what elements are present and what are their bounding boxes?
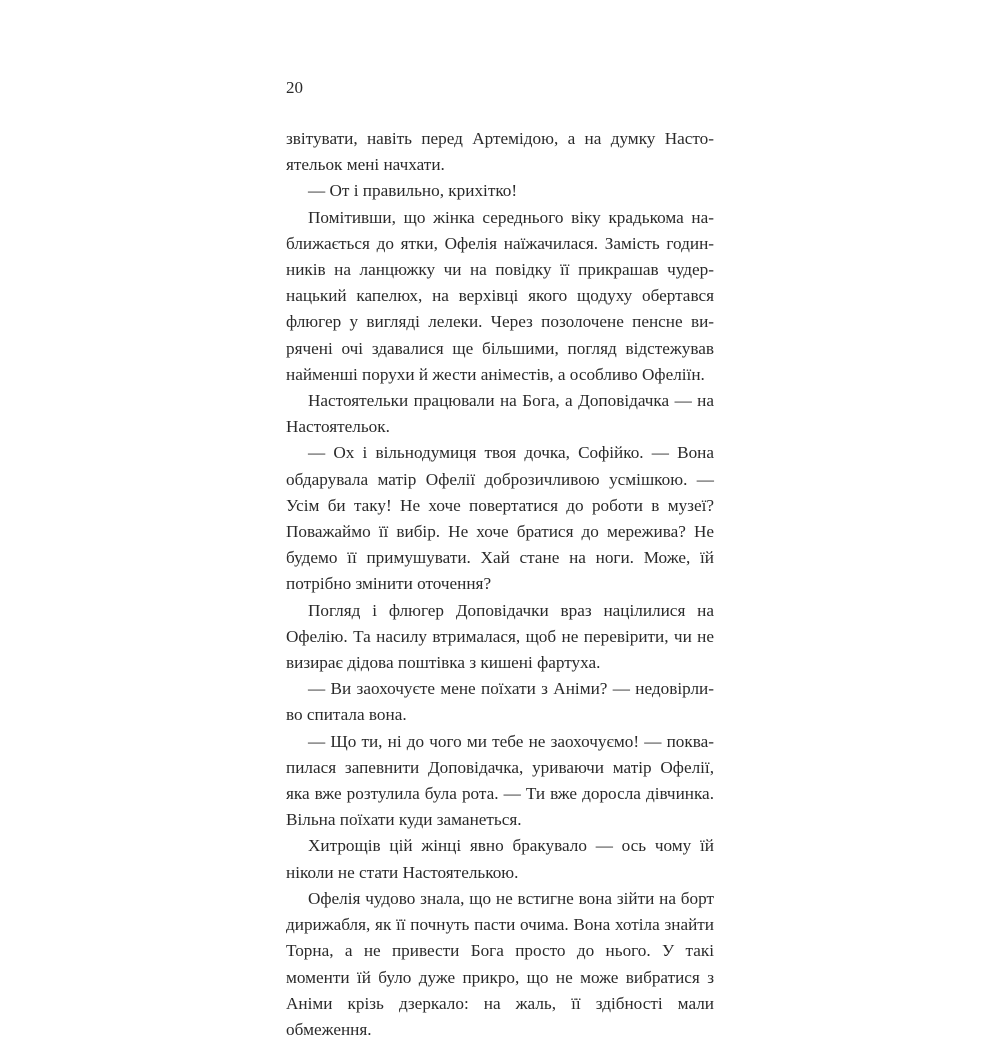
paragraph: Погляд і флюгер Доповідачки враз націлилися на Офелію. Та насилу втрималася, щоб не перевірити, чи не визирає дідова поштівка з кишені фартуха. xyxy=(286,600,714,673)
book-page xyxy=(286,78,714,1043)
paragraph: Помітивши, що жінка середнього віку крадькома наближається до ятки, Офелія наїжачилася. Замість годинників на ланцюжку чи на повідку її прикрашав чудернацький капелюх, на верхівці якого щодуху обертався флюгер у вигляді лелеки. Через позолочене пенсне вирячені очі здавалися ще більшими, погляд відстежував найменші порухи й жести аніместів, а особливо Офеліїн. xyxy=(286,207,714,384)
page-number: 20 xyxy=(286,78,303,97)
paragraph: — Ви заохочуєте мене поїхати з Аніми? — недовірливо спитала вона. xyxy=(286,679,714,725)
body-text xyxy=(286,126,714,1043)
paragraph: — Що ти, ні до чого ми тебе не заохочуємо! — поквапилася запевнити Доповідачка, уриваючи матір Офелії, яка вже розтулила була рота. — Ти вже доросла дівчинка. Вільна поїхати куди заманеться. xyxy=(286,731,714,830)
paragraph: — Ох і вільнодумиця твоя дочка, Софійко. — Вона обдарувала матір Офелії доброзичливою усмішкою. — Усім би таку! Не хоче повертатися до роботи в музеї? Поважаймо її вибір. Не хоче братися до мережива? Не будемо її примушувати. Хай стане на ноги. Може, їй потрібно змінити оточення? xyxy=(286,443,714,594)
paragraph: Хитрощів цій жінці явно бракувало — ось чому їй ніколи не стати Настоятелькою. xyxy=(286,836,714,882)
paragraph: звітувати, навіть перед Артемідою, а на думку Настоятельок мені начхати. xyxy=(286,129,714,175)
paragraph: — От і правильно, крихітко! xyxy=(308,181,518,201)
paragraph: Офелія чудово знала, що не встигне вона зійти на борт дирижабля, як її почнуть пасти очима. Вона хотіла знайти Торна, а не привести Бога просто до нього. У такі моменти їй було дуже прикро, що не може вибратися з Аніми крізь дзеркало: на жаль, її здібності мали обмеження. xyxy=(286,888,714,1039)
paragraph: Настоятельки працювали на Бога, а Доповідачка — на Настоятельок. xyxy=(286,391,714,437)
